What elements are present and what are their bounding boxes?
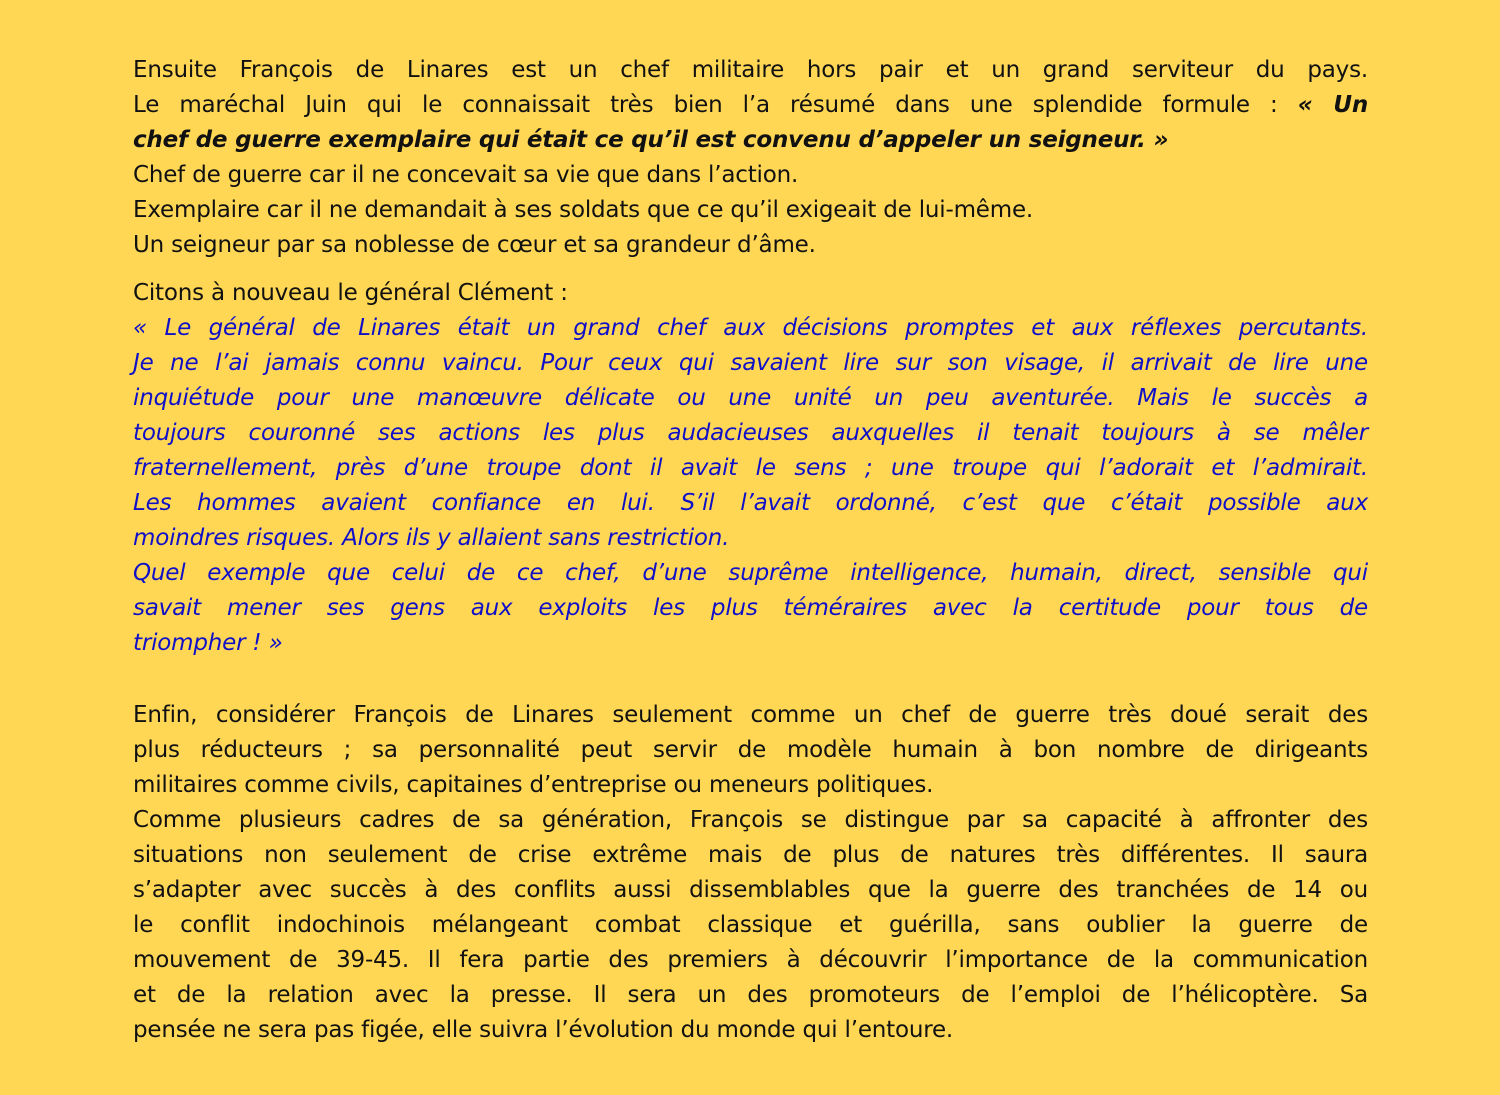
quote-line: Les hommes avaient confiance en lui. S’il l’avait ordonné, c’est que c’était possible aux: [133, 490, 1368, 516]
text-line: militaires comme civils, capitaines d’entreprise ou meneurs politiques.: [133, 772, 934, 798]
quote-line: Je ne l’ai jamais connu vaincu. Pour ceux qui savaient lire sur son visage, il arrivait de lire une: [133, 350, 1368, 376]
quote-line: « Le général de Linares était un grand chef aux décisions promptes et aux réflexes percutants.: [133, 315, 1368, 341]
quote-line: fraternellement, près d’une troupe dont il avait le sens ; une troupe qui l’adorait et l’admirait.: [133, 455, 1368, 481]
text-span: Le maréchal Juin qui le connaissait très bien l’a résumé dans une splendide formule :: [133, 92, 1298, 118]
paragraph-juin: [133, 53, 1368, 263]
quote-line: Quel exemple que celui de ce chef, d’une suprême intelligence, humain, direct, sensible qui: [133, 560, 1368, 586]
text-line: Comme plusieurs cadres de sa génération, François se distingue par sa capacité à affronter des: [133, 807, 1368, 833]
paragraph-clement: [133, 276, 1368, 661]
text-line: s’adapter avec succès à des conflits aussi dissemblables que la guerre des tranchées de 14 ou: [133, 877, 1368, 903]
text-line: et de la relation avec la presse. Il sera un des promoteurs de l’emploi de l’hélicoptère. Sa: [133, 982, 1368, 1008]
text-line: Enfin, considérer François de Linares seulement comme un chef de guerre très doué serait des: [133, 702, 1368, 728]
quote-line: moindres risques. Alors ils y allaient sans restriction.: [133, 525, 730, 551]
document-body: [133, 53, 1368, 1048]
text-line: Citons à nouveau le général Clément :: [133, 280, 568, 306]
paragraph-enfin: [133, 698, 1368, 1048]
text-line: mouvement de 39-45. Il fera partie des premiers à découvrir l’importance de la communication: [133, 947, 1368, 973]
text-line: Un seigneur par sa noblesse de cœur et sa grandeur d’âme.: [133, 232, 816, 258]
text-line: Ensuite François de Linares est un chef militaire hors pair et un grand serviteur du pays.: [133, 57, 1368, 83]
quote-span: « Un: [1297, 92, 1368, 118]
text-line: le conflit indochinois mélangeant combat classique et guérilla, sans oublier la guerre de: [133, 912, 1368, 938]
text-line: situations non seulement de crise extrême mais de plus de natures très différentes. Il saura: [133, 842, 1368, 868]
quote-line: savait mener ses gens aux exploits les plus téméraires avec la certitude pour tous de: [133, 595, 1368, 621]
text-line: [133, 88, 1368, 123]
quote-line: chef de guerre exemplaire qui était ce qu’il est convenu d’appeler un seigneur. »: [133, 127, 1169, 153]
text-line: Chef de guerre car il ne concevait sa vie que dans l’action.: [133, 162, 799, 188]
text-line: plus réducteurs ; sa personnalité peut servir de modèle humain à bon nombre de dirigeants: [133, 737, 1368, 763]
quote-line: inquiétude pour une manœuvre délicate ou une unité un peu aventurée. Mais le succès a: [133, 385, 1368, 411]
text-line: Exemplaire car il ne demandait à ses soldats que ce qu’il exigeait de lui-même.: [133, 197, 1034, 223]
text-line: pensée ne sera pas figée, elle suivra l’évolution du monde qui l’entoure.: [133, 1017, 954, 1043]
quote-line: toujours couronné ses actions les plus audacieuses auxquelles il tenait toujours à se mêler: [133, 420, 1368, 446]
quote-line: triompher ! »: [133, 630, 283, 656]
